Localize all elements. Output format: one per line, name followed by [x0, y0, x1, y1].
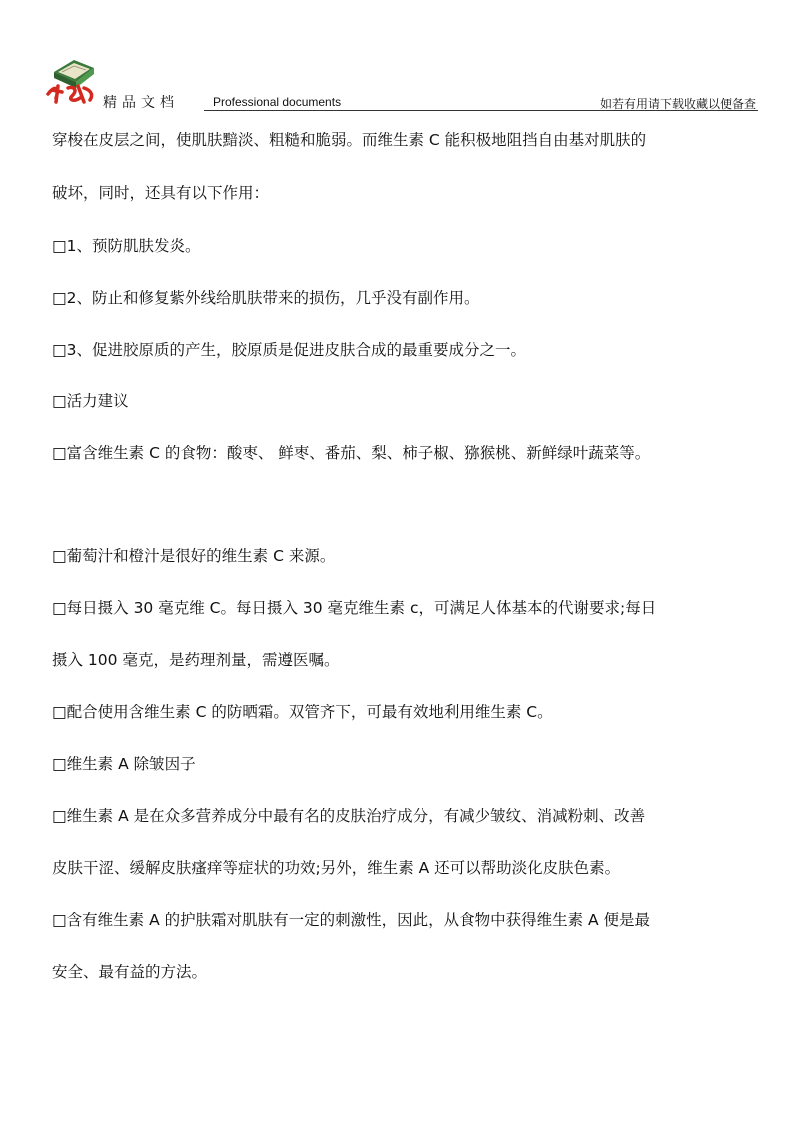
paragraph-line: 破坏，同时，还具有以下作用： [52, 184, 270, 202]
book-logo-icon [44, 50, 100, 106]
header-note: 如若有用请下载收藏以便备查 [599, 97, 756, 111]
header-divider [204, 110, 758, 111]
list-item: □葡萄汁和橙汁是很好的维生素 C 来源。 [52, 547, 336, 565]
list-item: □配合使用含维生素 C 的防晒霜。双管齐下，可最有效地利用维生素 C。 [52, 703, 553, 721]
paragraph-line: 皮肤干涩、缓解皮肤瘙痒等症状的功效;另外，维生素 A 还可以帮助淡化皮肤色素。 [52, 859, 621, 877]
section-heading: □活力建议 [52, 392, 129, 410]
list-item: □富含维生素 C 的食物：酸枣、 鲜枣、番茄、梨、柿子椒、猕猴桃、新鲜绿叶蔬菜等。 [52, 444, 651, 462]
header-subtitle: Professional documents [213, 95, 342, 109]
section-heading: □维生素 A 除皱因子 [52, 755, 196, 773]
page-header [0, 0, 794, 112]
list-item: □1、预防肌肤发炎。 [52, 237, 201, 255]
list-item: □2、防止和修复紫外线给肌肤带来的损伤，几乎没有副作用。 [52, 289, 480, 307]
paragraph-line: 安全、最有益的方法。 [52, 963, 208, 981]
list-item: □维生素 A 是在众多营养成分中最有名的皮肤治疗成分，有减少皱纹、消减粉刺、改善 [52, 807, 646, 825]
list-item: □每日摄入 30 毫克维 C。每日摄入 30 毫克维生素 c，可满足人体基本的代谢要求;每日 [52, 599, 657, 617]
paragraph-line: 穿梭在皮层之间，使肌肤黯淡、粗糙和脆弱。而维生素 C 能积极地阻挡自由基对肌肤的 [52, 131, 647, 149]
list-item: □3、促进胶原质的产生，胶原质是促进皮肤合成的最重要成分之一。 [52, 341, 527, 359]
paragraph-line: 摄入 100 毫克，是药理剂量，需遵医嘱。 [52, 651, 340, 669]
header-title: 精品文档 [103, 95, 179, 111]
list-item: □含有维生素 A 的护肤霜对肌肤有一定的刺激性，因此，从食物中获得维生素 A 便是最 [52, 911, 651, 929]
